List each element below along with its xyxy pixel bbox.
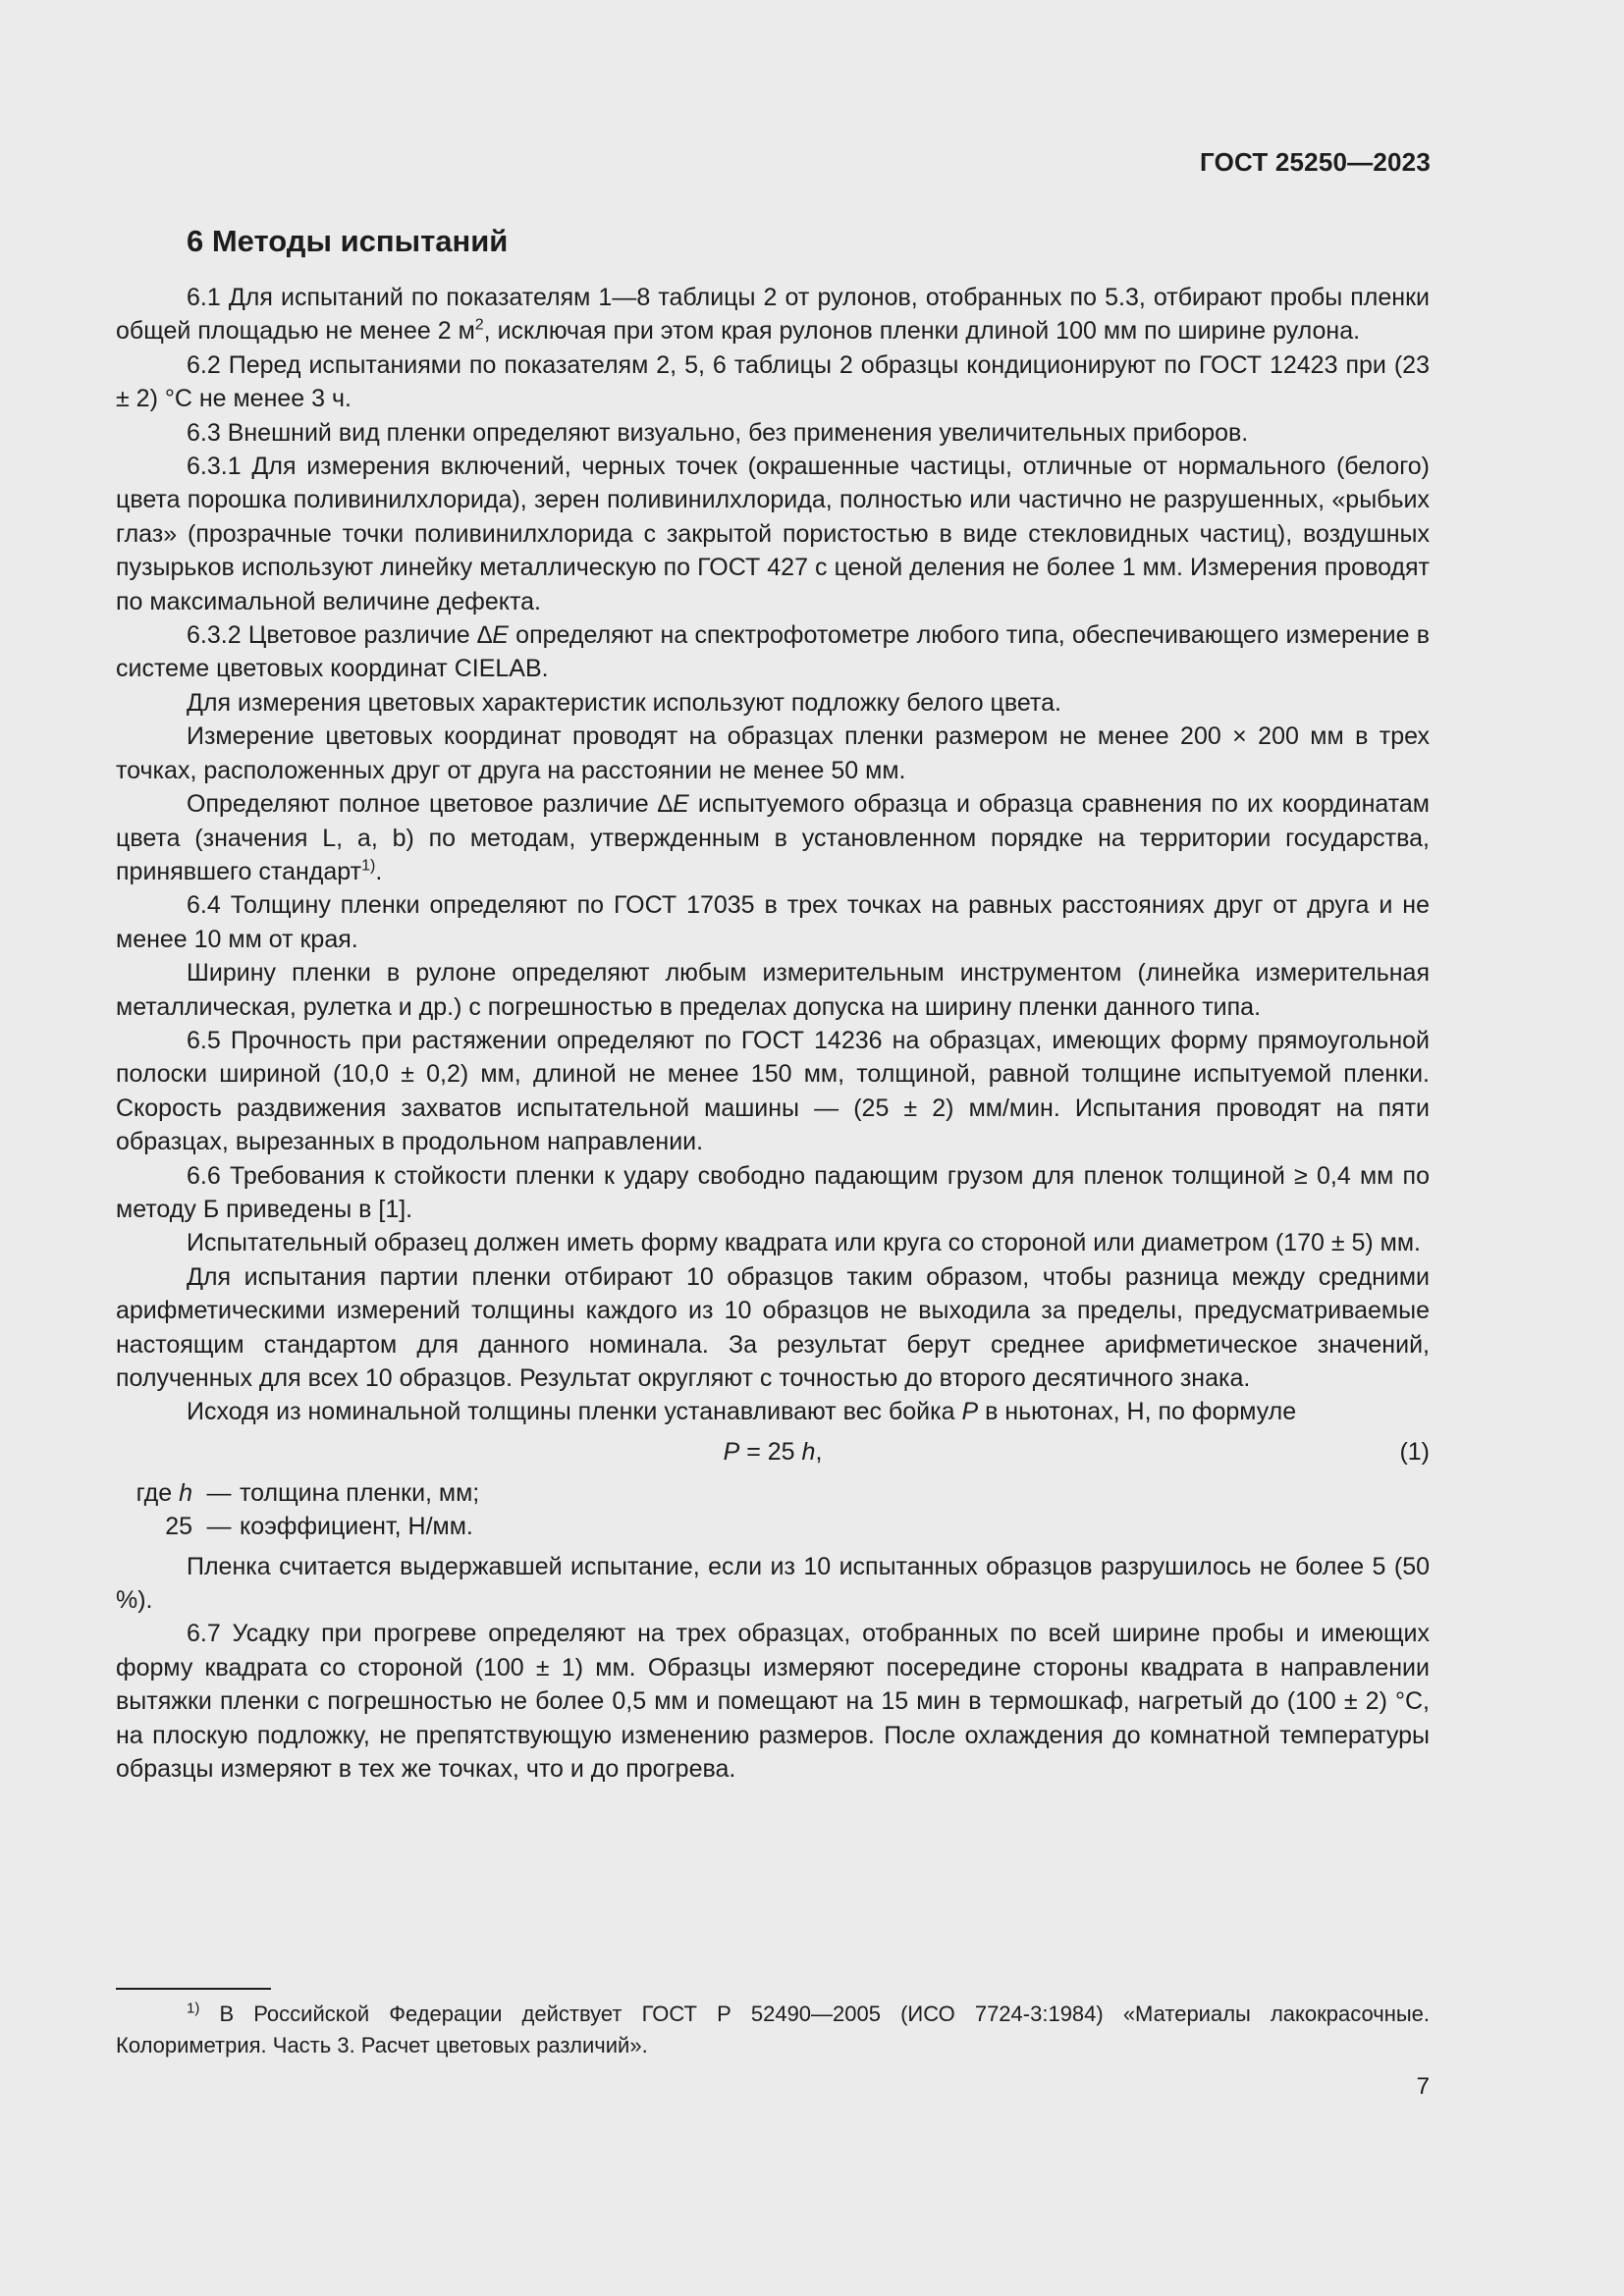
page-number: 7 xyxy=(1416,2073,1430,2100)
paragraph-test-specimen: Испытательный образец должен иметь форму квадрата или круга со стороной или диаметром (170 ± 5) мм. xyxy=(187,1229,1421,1257)
where-definition: коэффициент, Н/мм. xyxy=(240,1513,473,1541)
where-row-25: 25 — коэффициент, Н/мм. xyxy=(116,1510,1430,1543)
footnote xyxy=(116,1999,1430,2061)
where-row-h: где h — толщина пленки, мм; xyxy=(116,1476,1430,1510)
paragraph-6-3-1: 6.3.1 Для измерения включений, черных точек (окрашенные частицы, отличные от нормального (белого) цвета порошка поливинилхлорида), зерен поливинилхлорида, полностью или частично не разрушенных, «рыбьих глаз» (прозрачные точки поливинилхлорида с закрытой пористостью в виде стекловидных частиц), воздушных пузырьков используют линейку металлическую по ГОСТ 427 с ценой деления не более 1 мм. Измерения проводят по максимальной величине дефекта. xyxy=(116,453,1430,615)
paragraph-batch-test: Для испытания партии пленки отбирают 10 образцов таким образом, чтобы разница между средними арифметическими измерений толщины каждого из 10 образцов не выходила за пределы, предусматриваемые настоящим стандартом для данного номинала. За результат берут среднее арифметическое значений, полученных для всех 10 образцов. Результат округляют с точностью до второго десятичного знака. xyxy=(116,1262,1430,1392)
main-content xyxy=(116,222,1430,1786)
paragraph-6-3: 6.3 Внешний вид пленки определяют визуально, без применения увеличительных приборов. xyxy=(187,418,1249,447)
paragraph-6-5: 6.5 Прочность при растяжении определяют по ГОСТ 14236 на образцах, имеющих форму прямоугольной полоски шириной (10,0 ± 0,2) мм, длиной не менее 150 мм, толщиной, равной толщине испытуемой пленки. Скорость раздвижения захватов испытательной машины — (25 ± 2) мм/мин. Испытания проводят на пяти образцах, вырезанных в продольном направлении. xyxy=(116,1026,1430,1156)
document-code: ГОСТ 25250—2023 xyxy=(1200,147,1431,177)
section-title: 6 Методы испытаний xyxy=(187,224,509,258)
where-definition: толщина пленки, мм; xyxy=(240,1478,480,1507)
footnote-text: В Российской Федерации действует ГОСТ Р 52490—2005 (ИСО 7724-3:1984) «Материалы лакокрасочные. Колориметрия. Часть 3. Расчет цветовых различий». xyxy=(116,2002,1430,2057)
paragraph-6-4: 6.4 Толщину пленки определяют по ГОСТ 17035 в трех точках на равных расстояниях друг от друга и не менее 10 мм от края. xyxy=(116,891,1430,953)
delta-e-symbol: ∆E xyxy=(476,621,509,650)
paragraph-6-7: 6.7 Усадку при прогреве определяют на трех образцах, отобранных по всей ширине пробы и имеющих форму квадрата со стороной (100 ± 1) мм. Образцы измеряют посередине стороны квадрата в направлении вытяжки пленки с погрешностью не более 0,5 мм и помещают на 15 мин в термошкаф, нагретый до (100 ± 2) °С, на плоскую подложку, не препятствующую изменению размеров. После охлаждения до комнатной температуры образцы измеряют в тех же точках, что и до прогрева. xyxy=(116,1620,1430,1784)
paragraph-test-passed: Пленка считается выдержавшей испытание, если из 10 испытанных образцов разрушилось не более 5 (50 %). xyxy=(116,1552,1430,1615)
paragraph-total-color-difference: Определяют полное цветовое различие ∆E испытуемого образца и образца сравнения по их координатам цвета (значения L, a, b) по методам, утвержденным в установленном порядке на территории государства, принявшего стандарт$^{1)}$. xyxy=(116,790,1430,885)
variable-h: h xyxy=(179,1478,192,1507)
paragraph-color-measurement: Измерение цветовых координат проводят на образцах пленки размером не менее 200 × 200 мм в трех точках, расположенных друг от друга на расстоянии не менее 50 мм. xyxy=(116,722,1430,784)
formula-expression: P = 25 h, xyxy=(723,1437,823,1466)
superscript: 2 xyxy=(474,317,484,335)
formula-number: (1) xyxy=(1399,1437,1430,1466)
formula-1 xyxy=(116,1431,1430,1472)
paragraph-6-3-2: 6.3.2 Цветовое различие ∆E определяют на спектрофотометре любого типа, обеспечивающего измерение в системе цветовых координат CIELAB. xyxy=(116,621,1431,683)
paragraph-6-2: 6.2 Перед испытаниями по показателям 2, 5, 6 таблицы 2 образцы кондиционируют по ГОСТ 12423 при (23 ± 2) °С не менее 3 ч. xyxy=(116,350,1430,413)
variable-p: P xyxy=(961,1398,979,1426)
paragraph-white-backing: Для измерения цветовых характеристик используют подложку белого цвета. xyxy=(187,688,1061,717)
paragraph-6-1: 6.1 Для испытаний по показателям 1—8 таблицы 2 от рулонов, отобранных по 5.3, отбирают пробы пленки общей площадью не менее 2 $м^2$, исключая при этом края рулонов пленки длиной 100 мм по ширине рулона. xyxy=(116,284,1430,346)
footnote-mark: 1) xyxy=(187,2000,200,2017)
paragraph-striker-weight: Исходя из номинальной толщины пленки устанавливают вес бойка P в ньютонах, Н, по формуле xyxy=(187,1398,1297,1426)
paragraph-6-6: 6.6 Требования к стойкости пленки к удару свободно падающим грузом для пленок толщиной ≥ 0,4 мм по методу Б приведены в [1]. xyxy=(116,1161,1430,1223)
delta-e-symbol: ∆E xyxy=(657,790,689,819)
footnote-divider xyxy=(116,1988,271,1990)
paragraph-roll-width: Ширину пленки в рулоне определяют любым измерительным инструментом (линейка измерительная металлическая, рулетка и др.) с погрешностью в пределах допуска на ширину пленки данного типа. xyxy=(116,959,1430,1021)
footnote-reference[interactable]: 1) xyxy=(361,857,376,875)
